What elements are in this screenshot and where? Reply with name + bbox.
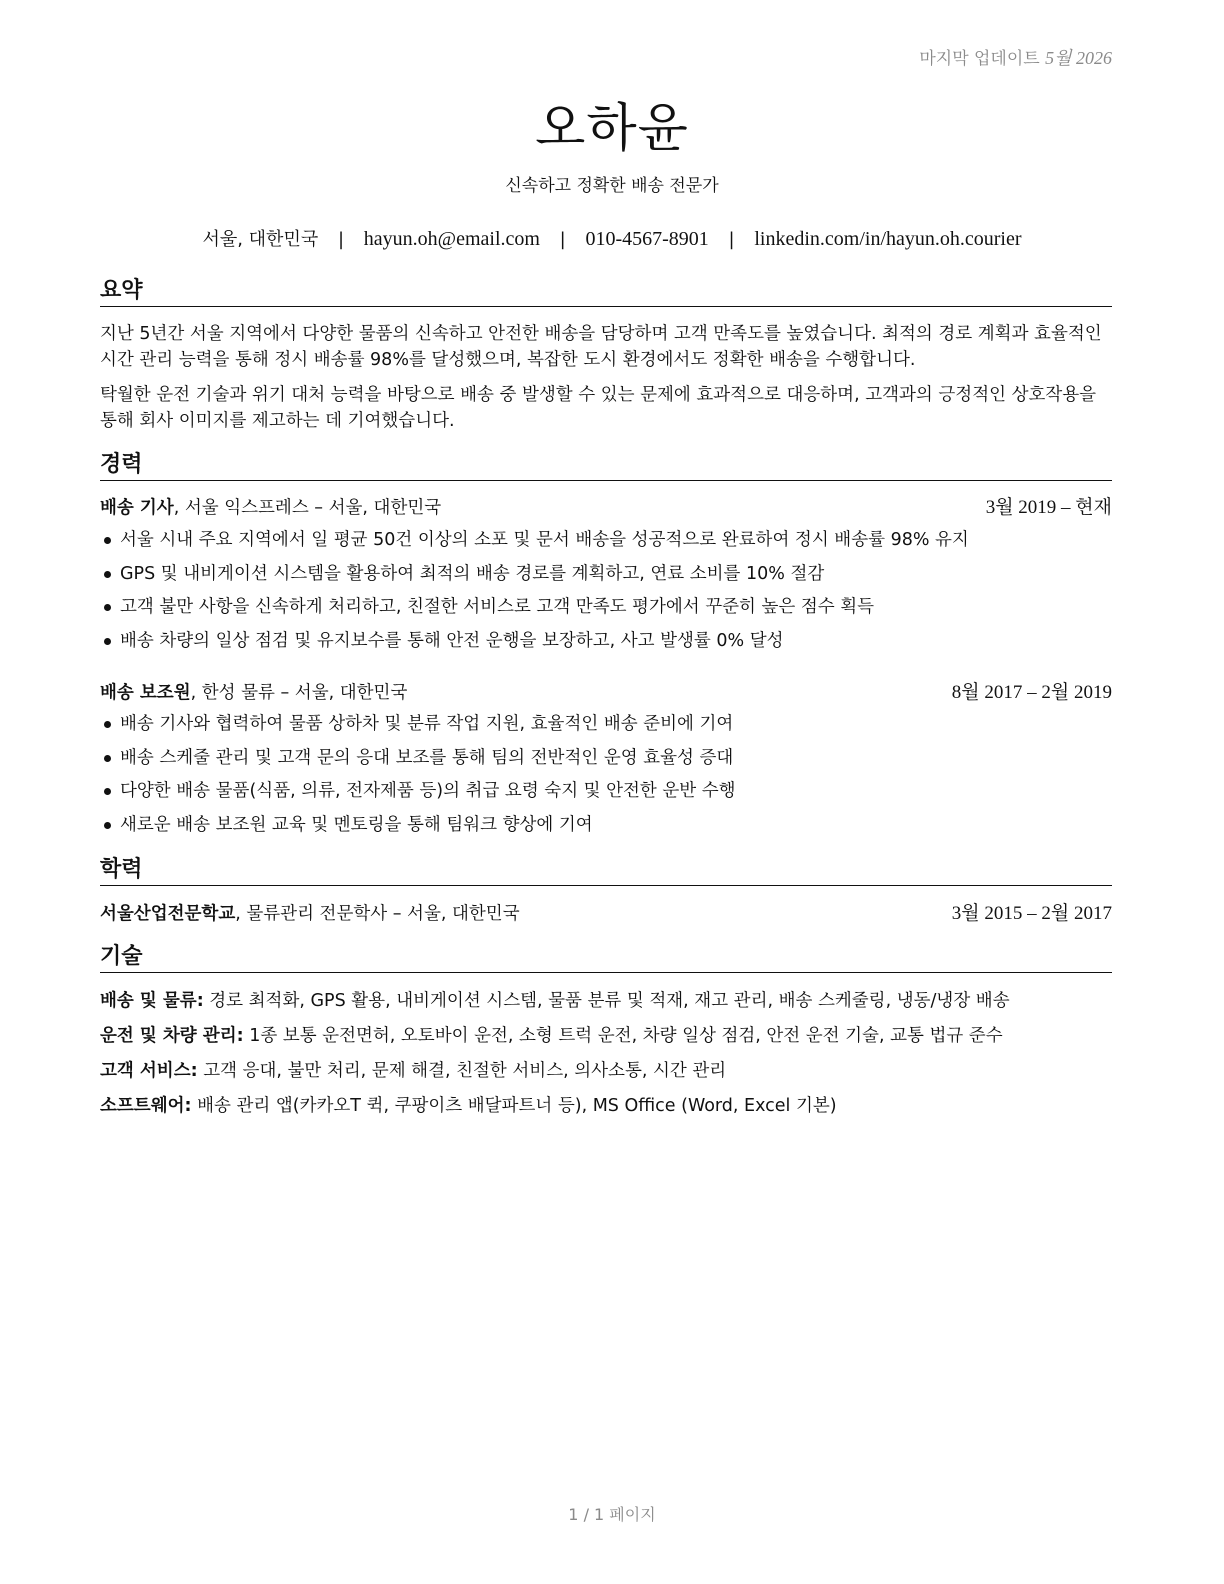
section-title-summary: 요약 xyxy=(100,277,1112,307)
skill-value: 1종 보통 운전면허, 오토바이 운전, 소형 트럭 운전, 차량 일상 점검, 안전 운전 기술, 교통 법규 준수 xyxy=(243,1026,1003,1046)
skill-row xyxy=(100,989,1112,1013)
education-school: 서울산업전문학교 xyxy=(100,904,236,924)
contact-email[interactable]: hayun.oh@email.com xyxy=(363,228,540,250)
job-role: 배송 보조원 xyxy=(100,683,191,703)
tagline: 신속하고 정확한 배송 전문가 xyxy=(505,176,719,196)
candidate-name: 오하윤 xyxy=(535,99,689,159)
skill-label: 배송 및 물류: xyxy=(100,991,204,1011)
job-heading xyxy=(100,496,1112,520)
skill-label: 소프트웨어: xyxy=(100,1096,192,1116)
contact-phone[interactable]: 010-4567-8901 xyxy=(585,228,709,250)
education-detail: , 물류관리 전문학사 – 서울, 대한민국 xyxy=(235,904,520,924)
job-bullet-list xyxy=(100,528,1112,662)
section-title-experience: 경력 xyxy=(100,451,1112,481)
contact-separator: | xyxy=(559,229,566,250)
skill-row xyxy=(100,1059,1112,1083)
job-bullet: 배송 스케줄 관리 및 고객 문의 응대 보조를 통해 팀의 전반적인 운영 효율성 증대 xyxy=(100,746,1112,780)
job-bullet: 배송 차량의 일상 점검 및 유지보수를 통해 안전 운행을 보장하고, 사고 발생률 0% 달성 xyxy=(100,629,1112,663)
last-updated-label: 마지막 업데이트 xyxy=(919,49,1040,69)
job-company: , 한성 물류 – 서울, 대한민국 xyxy=(190,683,408,703)
job-bullet: 서울 시내 주요 지역에서 일 평균 50건 이상의 소포 및 문서 배송을 성공적으로 완료하여 정시 배송률 98% 유지 xyxy=(100,528,1112,562)
job-dates: 3월 2019 – 현재 xyxy=(985,497,1112,518)
contact-separator: | xyxy=(728,229,735,250)
skill-label: 운전 및 차량 관리: xyxy=(100,1026,244,1046)
skill-label: 고객 서비스: xyxy=(100,1061,198,1081)
skill-value: 배송 관리 앱(카카오T 퀵, 쿠팡이츠 배달파트너 등), MS Office (Word, Excel 기본) xyxy=(191,1096,837,1116)
job-bullet: 고객 불만 사항을 신속하게 처리하고, 친절한 서비스로 고객 만족도 평가에서 꾸준히 높은 점수 획득 xyxy=(100,595,1112,629)
page-footer: 1 / 1 페이지 xyxy=(568,1505,656,1524)
last-updated-date: 5월 2026 xyxy=(1045,48,1112,68)
skill-row xyxy=(100,1094,1112,1118)
section-title-skills: 기술 xyxy=(100,943,1112,973)
education-dates: 3월 2015 – 2월 2017 xyxy=(951,903,1112,924)
section-title-education: 학력 xyxy=(100,856,1112,886)
job-company: , 서울 익스프레스 – 서울, 대한민국 xyxy=(173,498,442,518)
job-bullet-list xyxy=(100,712,1112,846)
summary-paragraph: 지난 5년간 서울 지역에서 다양한 물품의 신속하고 안전한 배송을 담당하며 고객 만족도를 높였습니다. 최적의 경로 계획과 효율적인 시간 관리 능력을 통해 정시 배송률 98%를 달성했으며, 복잡한 도시 환경에서도 정확한 배송을 수행합니다. xyxy=(100,324,1102,370)
job-role: 배송 기사 xyxy=(100,498,174,518)
skill-value: 고객 응대, 불만 처리, 문제 해결, 친절한 서비스, 의사소통, 시간 관리 xyxy=(197,1061,727,1081)
job-bullet: 다양한 배송 물품(식품, 의류, 전자제품 등)의 취급 요령 숙지 및 안전한 운반 수행 xyxy=(100,779,1112,813)
job-bullet: 배송 기사와 협력하여 물품 상하차 및 분류 작업 지원, 효율적인 배송 준비에 기여 xyxy=(100,712,1112,746)
job-bullet: 새로운 배송 보조원 교육 및 멘토링을 통해 팀워크 향상에 기여 xyxy=(100,813,1112,847)
contact-location: 서울, 대한민국 xyxy=(202,229,319,250)
skill-value: 경로 최적화, GPS 활용, 내비게이션 시스템, 물품 분류 및 적재, 재고 관리, 배송 스케줄링, 냉동/냉장 배송 xyxy=(203,991,1010,1011)
job-bullet: GPS 및 내비게이션 시스템을 활용하여 최적의 배송 경로를 계획하고, 연료 소비를 10% 절감 xyxy=(100,562,1112,596)
skill-row xyxy=(100,1024,1112,1048)
contact-separator: | xyxy=(337,229,345,250)
education-entry xyxy=(100,902,1112,926)
contact-linkedin[interactable]: linkedin.com/in/hayun.oh.courier xyxy=(754,228,1022,250)
contact-line xyxy=(0,225,1224,251)
job-heading xyxy=(100,681,1112,705)
last-updated xyxy=(919,44,1112,70)
job-dates: 8월 2017 – 2월 2019 xyxy=(951,682,1112,703)
summary-paragraph: 탁월한 운전 기술과 위기 대처 능력을 바탕으로 배송 중 발생할 수 있는 문제에 효과적으로 대응하며, 고객과의 긍정적인 상호작용을 통해 회사 이미지를 제고하는 데 기여했습니다. xyxy=(100,385,1097,431)
